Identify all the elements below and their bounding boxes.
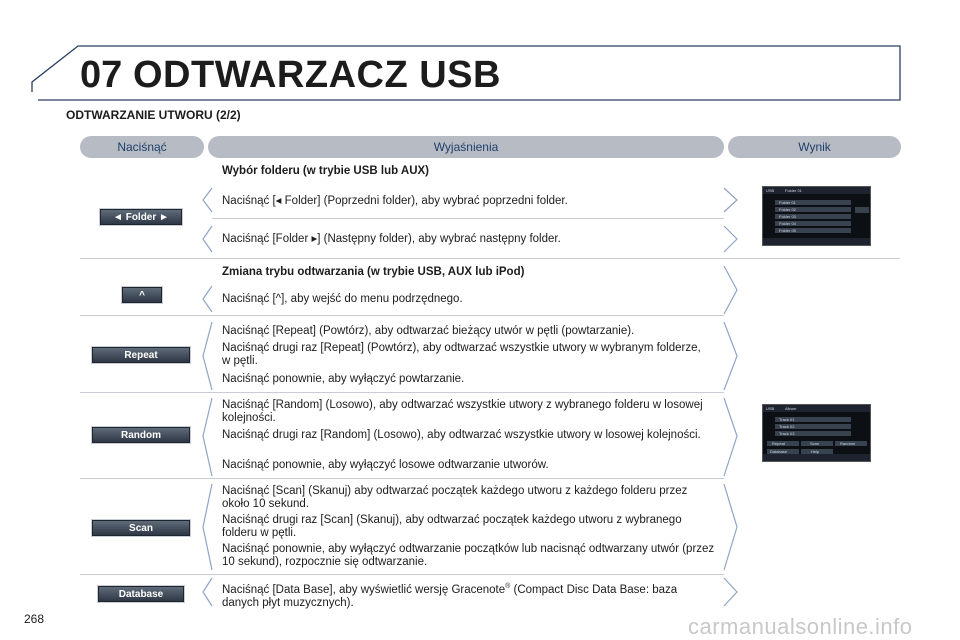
row-scan-2: Naciśnąć drugi raz [Scan] (Skanuj), aby odtwarzać początek każdego utworu z wybranego folderu w pętli. (222, 514, 682, 539)
chapter-number: 07 (80, 54, 123, 96)
row-random-1: Naciśnąć [Random] (Losowo), aby odtwarzać wszystkie utwory z wybranego folderu w losowej kolejności. (222, 399, 703, 424)
column-header-explain: Wyjaśnienia (208, 136, 724, 158)
column-header-result: Wynik (728, 136, 901, 158)
row-repeat-1: Naciśnąć [Repeat] (Powtórz), aby odtwarzać bieżący utwór w pętli (powtarzanie). (222, 325, 635, 337)
row-scan-3: Naciśnąć ponownie, aby wyłączyć odtwarzanie początków lub nacisnąć odtwarzany utwór (przez 10 sekund), rozpocznie się odtwarzanie. (222, 543, 715, 568)
page-subtitle: ODTWARZANIE UTWORU (2/2) (66, 108, 241, 122)
scan-button[interactable]: Scan (92, 520, 190, 536)
row-scan-1: Naciśnąć [Scan] (Skanuj) aby odtwarzać początek każdego utworu z każdego folderu przez około 10 sekund. (222, 485, 688, 510)
random-button[interactable]: Random (92, 427, 190, 443)
page-number: 268 (24, 612, 45, 626)
folder-button[interactable]: ◄ Folder ► (100, 209, 182, 225)
row-next-folder: Naciśnąć [Folder ▸] (Następny folder), aby wybrać następny folder. (222, 233, 561, 245)
row-random-3: Naciśnąć ponownie, aby wyłączyć losowe odtwarzanie utworów. (222, 459, 549, 471)
row-repeat-2: Naciśnąć drugi raz [Repeat] (Powtórz), aby odtwarzać wszystkie utwory w wybranym folderze, w pętli. (222, 342, 701, 367)
chapter-title: ODTWARZACZ USB (133, 54, 501, 96)
up-button[interactable]: ^ (122, 287, 162, 303)
repeat-button[interactable]: Repeat (92, 347, 190, 363)
result-screen-folder: USB Folder 01 Folder 01 Folder 02 Folder 03 Folder 04 Folder 05 (762, 186, 871, 246)
column-header-press: Naciśnąć (80, 136, 204, 158)
section-title-mode: Zmiana trybu odtwarzania (w trybie USB, AUX lub iPod) (222, 266, 525, 278)
row-database: Naciśnąć [Data Base], aby wyświetlić wersję Gracenote® (Compact Disc Data Base: baza danych płyt muzycznych). (222, 583, 678, 609)
row-submenu: Naciśnąć [^], aby wejść do menu podrzędnego. (222, 293, 463, 305)
result-screen-mode: USB Album Track 01 Track 02 Track 03 Repeat Scan Random Database Help (762, 404, 871, 462)
watermark: carmanualsonline.info (688, 614, 913, 639)
row-repeat-3: Naciśnąć ponownie, aby wyłączyć powtarzanie. (222, 373, 465, 385)
row-prev-folder: Naciśnąć [◂ Folder] (Poprzedni folder), aby wybrać poprzedni folder. (222, 195, 568, 207)
row-random-2: Naciśnąć drugi raz [Random] (Losowo), aby odtwarzać wszystkie utwory w losowej kolejności. (222, 429, 701, 441)
database-button[interactable]: Database (98, 586, 184, 602)
section-title-folder: Wybór folderu (w trybie USB lub AUX) (222, 165, 430, 177)
